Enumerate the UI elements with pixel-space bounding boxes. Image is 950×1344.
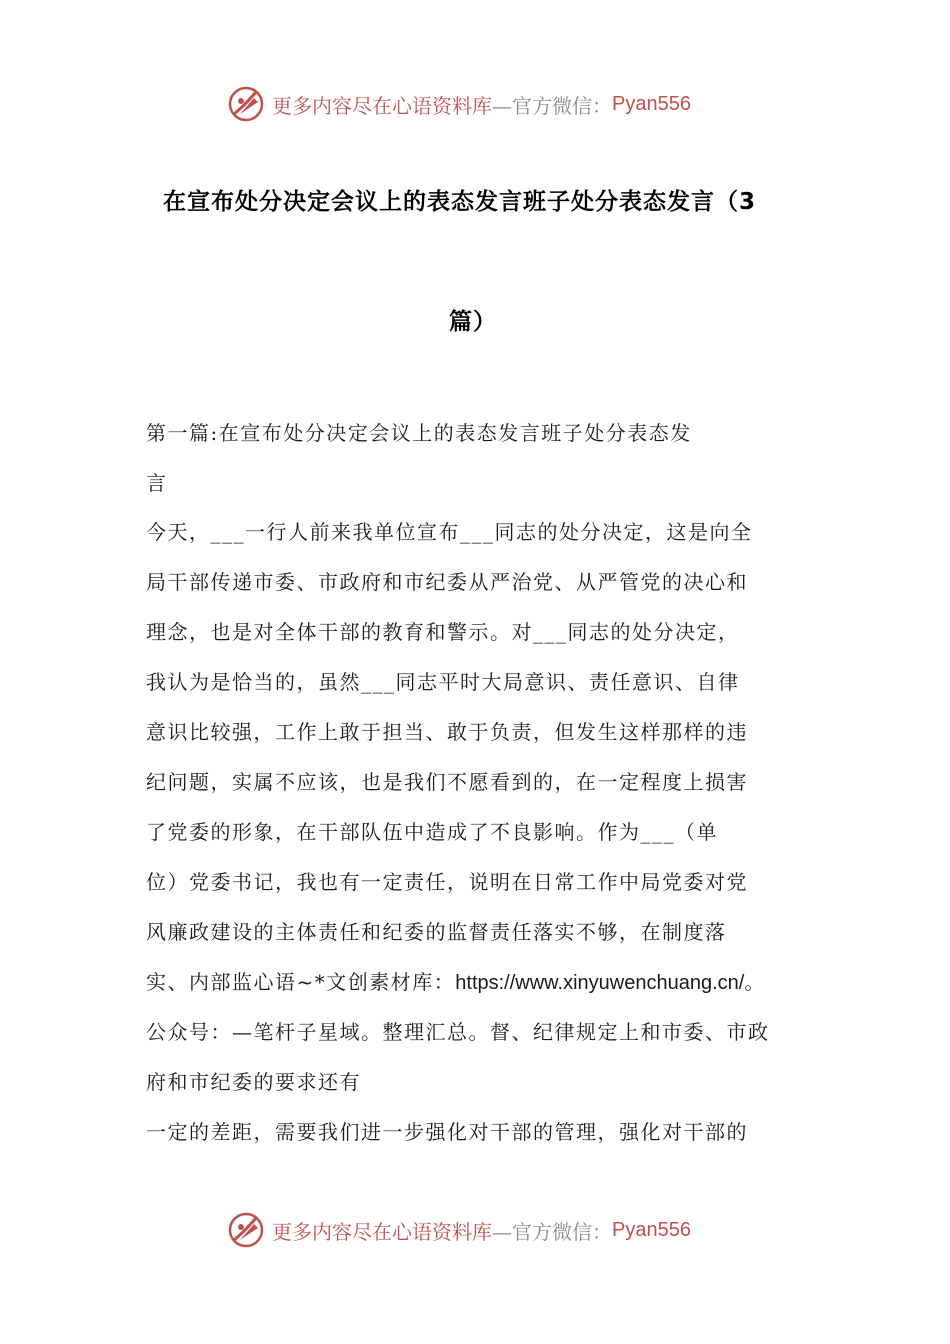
document-title-line2: 篇） (449, 309, 497, 335)
watermark-wechat-id: Pyan556 (612, 92, 691, 115)
section-heading-line: 第一篇:在宣布处分决定会议上的表态发言班子处分表态发 (146, 421, 692, 445)
body-line: 今天，___一行人前来我单位宣布___同志的处分决定，这是向全 (146, 520, 753, 544)
section-heading (146, 408, 816, 508)
watermark-banner-bottom (226, 1210, 691, 1250)
watermark-wechat-label: —官方微信： (492, 93, 612, 118)
body-line: 我认为是恰当的，虽然___同志平时大局意识、责任意识、自律 (146, 670, 740, 694)
watermark-wechat-id: Pyan556 (612, 1218, 691, 1241)
body-line: 公众号：—笔杆子星域。整理汇总。督、纪律规定上和市委、市政 (146, 1020, 770, 1044)
url-line-prefix: 实、内部监心语~*文创素材库： (146, 970, 456, 994)
body-line: 位）党委书记，我也有一定责任，说明在日常工作中局党委对党 (146, 870, 748, 894)
body-paragraph (146, 507, 816, 1157)
body-line: 风廉政建设的主体责任和纪委的监督责任落实不够，在制度落 (146, 920, 727, 944)
url-line-suffix: 。 (744, 970, 766, 994)
pen-logo-icon (226, 1210, 266, 1250)
watermark-banner-top (226, 84, 691, 124)
watermark-site-name: 更多内容尽在心语资料库 (272, 93, 492, 118)
body-line: 了党委的形象，在干部队伍中造成了不良影响。作为___（单 (146, 820, 718, 844)
watermark-site-name: 更多内容尽在心语资料库 (272, 1219, 492, 1244)
document-title-line1: 在宣布处分决定会议上的表态发言班子处分表态发言（3 (163, 189, 757, 215)
body-line: 府和市纪委的要求还有 (146, 1070, 361, 1094)
body-line: 理念，也是对全体干部的教育和警示。对___同志的处分决定， (146, 620, 740, 644)
body-line: 纪问题，实属不应该，也是我们不愿看到的，在一定程度上损害 (146, 770, 748, 794)
watermark-wechat-label: —官方微信： (492, 1219, 612, 1244)
body-line: 局干部传递市委、市政府和市纪委从严治党、从严管党的决心和 (146, 570, 748, 594)
body-line: 意识比较强，工作上敢于担当、敢于负责，但发生这样那样的违 (146, 720, 748, 744)
pen-logo-icon (226, 84, 266, 124)
body-line-with-url (146, 957, 816, 1007)
body-line: 一定的差距，需要我们进一步强化对干部的管理，强化对干部的 (146, 1120, 748, 1144)
source-url-link[interactable]: https://www.xinyuwenchuang.cn/ (455, 972, 745, 994)
section-heading-line: 言 (146, 471, 168, 495)
